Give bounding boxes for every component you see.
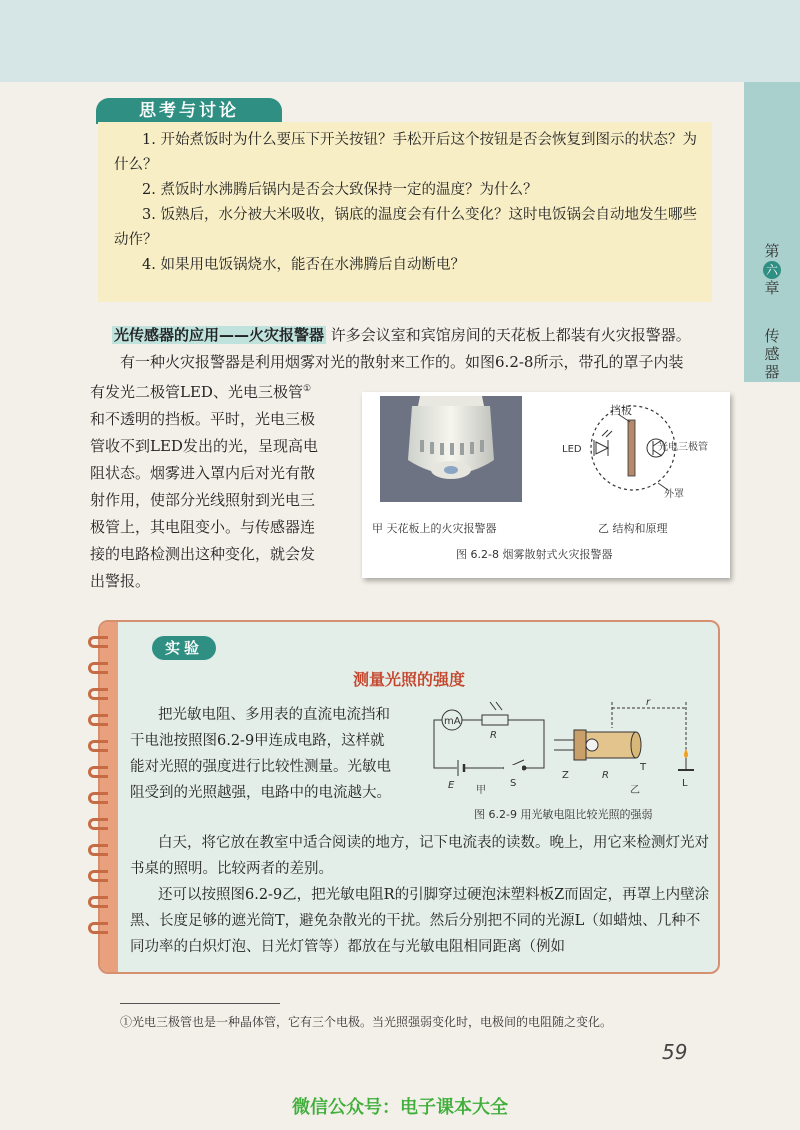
label-yi: 乙 (630, 785, 640, 794)
experiment-box (98, 620, 720, 974)
figure-6-2-9-diagram (424, 694, 708, 794)
binding-ring (88, 818, 108, 830)
experiment-paragraph-3: 还可以按照图6.2-9乙，把光敏电阻R的引脚穿过硬泡沫塑料板Z而固定，再罩上内壁涂黑、长度足够的遮光筒T，避免杂散光的干扰。然后分别把不同的光源L（如蜡烛、几种不同功率的白炽灯泡、日光灯管等）都放在与光敏电阻相同距离（例如 (130, 887, 710, 955)
label-led: LED (562, 444, 582, 455)
watermark-text: 微信公众号：电子课本大全 (292, 1097, 508, 1118)
footnote: ①光电三极管也是一种晶体管，它有三个电极。当光照强弱变化时，电极间的电阻随之变化。 (120, 1015, 613, 1029)
binding-ring (88, 636, 108, 648)
page-number: 59 (662, 1040, 688, 1064)
section-intro: 许多会议室和宾馆房间的天花板上都装有火灾报警器。 (330, 326, 691, 344)
subject-char: 感 (764, 345, 780, 363)
label-distance-r: r (646, 697, 651, 708)
subject-char: 传 (764, 327, 780, 345)
binding-ring (88, 740, 108, 752)
label-milliammeter: mA (444, 716, 461, 727)
experiment-paragraph-1: 把光敏电阻、多用表的直流电流挡和干电池按照图6.2-9甲连成电路，这样就能对光照的强度进行比较性测量。光敏电阻受到的光照越强，电路中的电流越大。 (130, 707, 391, 801)
label-cover: 外罩 (664, 489, 684, 498)
label-phototransistor: 光电三极管 (658, 442, 708, 453)
binding-ring (88, 922, 108, 934)
think-discuss-box (98, 122, 712, 302)
binding-ring (88, 766, 108, 778)
section-paragraph: 有发光二极管LED、光电三极管①和不透明的挡板。平时，光电三极管收不到LED发出的光，呈现高电阻状态。烟雾进入罩内后对光有散射作用，使部分光线照射到光电三极管上，其电阻变小。与传感器连接的电路检测出这种变化，就会发出警报。 (90, 383, 318, 590)
chapter-side-tab (744, 82, 800, 382)
footnote-divider (120, 1003, 280, 1004)
smoke-detector-photo (380, 396, 522, 502)
chapter-subject (744, 327, 800, 381)
page-header-band (0, 0, 800, 82)
question-4: 4. 如果用电饭锅烧水，能否在水沸腾后自动断电？ (142, 257, 465, 273)
figure-6-2-9-caption: 图 6.2-9 用光敏电阻比较光照的强弱 (474, 808, 653, 821)
label-tube-t: T (640, 762, 647, 773)
chapter-label: 第 六 章 (764, 242, 780, 297)
think-discuss-title: 思考与讨论 (96, 98, 282, 124)
binding-ring (88, 896, 108, 908)
label-board-z: Z (562, 770, 569, 781)
label-jia: 甲 (476, 785, 486, 794)
footnote-marker: ① (302, 384, 312, 394)
fig-sub-caption-yi: 乙 结构和原理 (598, 522, 668, 535)
binding-ring (88, 870, 108, 882)
label-resistor-r: R (490, 730, 497, 741)
chapter-number-badge: 六 (763, 261, 781, 279)
detector-structure-diagram (558, 398, 718, 498)
figure-caption: 图 6.2-8 烟雾散射式火灾报警器 (456, 548, 613, 561)
section-line-2: 有一种火灾报警器是利用烟雾对光的散射来工作的。如图6.2-8所示，带孔的罩子内装 (120, 353, 684, 371)
section-heading-line (112, 322, 752, 349)
question-2: 2. 煮饭时水沸腾后锅内是否会大致保持一定的温度？为什么？ (142, 182, 538, 198)
label-source-l: L (682, 778, 688, 789)
experiment-paragraph-2: 白天，将它放在教室中适合阅读的地方，记下电流表的读数。晚上，用它来检测灯光对书桌的照明。比较两者的差别。 (130, 835, 709, 877)
question-3: 3. 饭熟后，水分被大米吸收，锅底的温度会有什么变化？这时电饭锅会自动地发生哪些动作？ (114, 207, 697, 248)
fig-sub-caption-jia: 甲 天花板上的火灾报警器 (372, 522, 497, 535)
binding-ring (88, 844, 108, 856)
section-heading: 光传感器的应用——火灾报警器 (114, 326, 325, 344)
label-baffle: 挡板 (610, 404, 632, 417)
figure-6-2-8 (362, 392, 730, 578)
subject-char: 器 (764, 363, 780, 381)
binding-ring (88, 714, 108, 726)
question-1: 1. 开始煮饭时为什么要压下开关按钮？手松开后这个按钮是否会恢复到图示的状态？为什么？ (114, 132, 697, 173)
label-switch-s: S (510, 778, 517, 789)
label-battery-e: E (448, 780, 455, 791)
label-resistor-r2: R (602, 770, 609, 781)
experiment-tab: 实验 (152, 636, 216, 660)
experiment-title: 测量光照的强度 (352, 670, 465, 689)
binding-ring (88, 792, 108, 804)
